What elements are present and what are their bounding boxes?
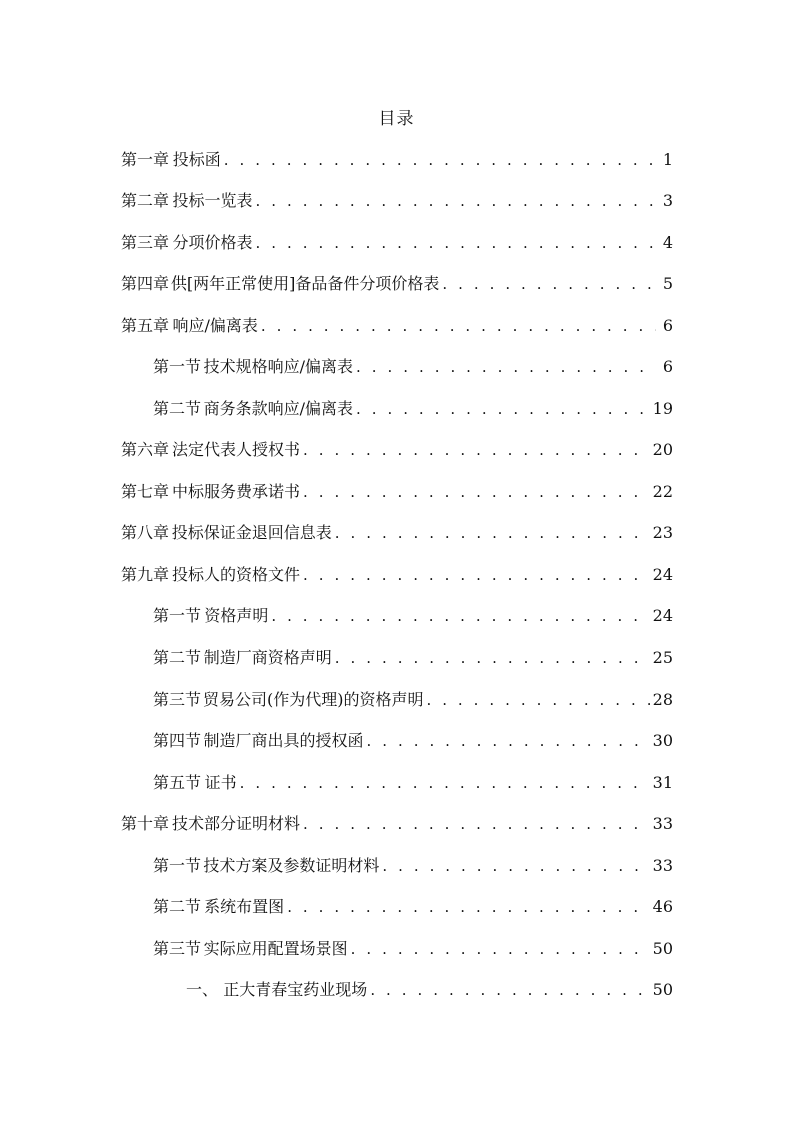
toc-entry[interactable] (153, 771, 673, 795)
toc-entry-title: 资格声明 (204, 606, 269, 625)
toc-entry-number: 第四节 (153, 731, 202, 750)
toc-entry[interactable] (153, 729, 673, 753)
toc-dot-leader (442, 272, 656, 296)
toc-entry-number: 第八章 (121, 523, 170, 542)
toc-entry-page: 20 (652, 440, 673, 459)
toc-entry-title: 技术部分证明材料 (172, 814, 301, 833)
toc-entry-number: 第一章 (121, 150, 170, 169)
toc-entry-page: 6 (662, 357, 673, 376)
toc-entry-title: 技术方案及参数证明材料 (203, 856, 380, 875)
toc-entry-page: 33 (652, 856, 673, 875)
toc-entry[interactable] (153, 688, 673, 712)
toc-dot-leader (303, 563, 650, 587)
toc-entry[interactable] (121, 314, 673, 338)
toc-dot-leader (256, 189, 656, 213)
toc-entry-title: 商务条款响应/偏离表 (203, 399, 353, 418)
toc-dot-leader (256, 231, 656, 255)
toc-entry-title: 投标函 (172, 150, 221, 169)
toc-entry-title: 投标一览表 (172, 191, 253, 210)
toc-entry-number: 第一节 (153, 606, 202, 625)
toc-dot-leader (303, 812, 650, 836)
toc-entry-title: 制造厂商出具的授权函 (203, 731, 364, 750)
toc-dot-leader (303, 480, 650, 504)
toc-entry-page: 28 (652, 690, 673, 709)
toc-entry-title: 分项价格表 (172, 233, 253, 252)
toc-entry-number: 第五节 (153, 773, 202, 792)
toc-entry-title: 制造厂商资格声明 (203, 648, 332, 667)
toc-entry-page: 30 (652, 731, 673, 750)
toc-entry-page: 50 (652, 939, 673, 958)
toc-dot-leader (335, 521, 650, 545)
toc-entry[interactable] (186, 978, 673, 1002)
toc-entry[interactable] (121, 812, 673, 836)
toc-dot-leader (370, 978, 649, 1002)
toc-entry-page: 31 (652, 773, 673, 792)
toc-entry-page: 50 (652, 980, 673, 999)
toc-entry-page: 5 (662, 274, 673, 293)
toc-entry[interactable] (121, 521, 673, 545)
toc-entry-number: 一、 (186, 980, 219, 999)
toc-dot-leader (224, 148, 656, 172)
toc-entry-title: 响应/偏离表 (172, 316, 258, 335)
toc-dot-leader (426, 688, 649, 712)
toc-entry-title: 正大青春宝药业现场 (223, 980, 368, 999)
toc-entry[interactable] (121, 148, 673, 172)
toc-dot-leader (367, 729, 650, 753)
toc-dot-leader (356, 397, 650, 421)
toc-entry-number: 第二节 (153, 648, 202, 667)
toc-dot-leader (356, 355, 656, 379)
toc-entry-number: 第七章 (121, 482, 170, 501)
toc-entry-number: 第五章 (121, 316, 170, 335)
toc-entry-title: 法定代表人授权书 (172, 440, 301, 459)
toc-entry[interactable] (121, 480, 673, 504)
toc-dot-leader (351, 937, 650, 961)
toc-entry[interactable] (153, 854, 673, 878)
toc-entry-title: 证书 (204, 773, 237, 792)
toc-entry-page: 24 (652, 565, 673, 584)
toc-entry-page: 23 (652, 523, 673, 542)
toc-entry[interactable] (153, 937, 673, 961)
toc-title: 目录 (378, 109, 415, 129)
toc-entry-number: 第十章 (121, 814, 170, 833)
toc-entry-title: 系统布置图 (204, 897, 285, 916)
toc-entry[interactable] (121, 231, 673, 255)
toc-entry-number: 第二章 (121, 191, 170, 210)
toc-entry[interactable] (121, 438, 673, 462)
toc-dot-leader (335, 646, 650, 670)
toc-dot-leader (303, 438, 650, 462)
toc-dot-leader (382, 854, 649, 878)
toc-entry-number: 第二节 (153, 399, 202, 418)
toc-entry-title: 投标人的资格文件 (172, 565, 301, 584)
toc-dot-leader (287, 895, 649, 919)
toc-entry-page: 4 (662, 233, 673, 252)
toc-entry-title: 技术规格响应/偏离表 (203, 357, 354, 376)
toc-entry-number: 第六章 (121, 440, 170, 459)
toc-entry-page: 33 (652, 814, 673, 833)
toc-entry[interactable] (153, 355, 673, 379)
toc-entry-number: 第九章 (121, 565, 170, 584)
toc-entry-number: 第三节 (153, 690, 202, 709)
toc-entry[interactable] (153, 895, 673, 919)
toc-entry-page: 19 (652, 399, 673, 418)
toc-entry[interactable] (153, 604, 673, 628)
toc-entry-page: 25 (652, 648, 673, 667)
toc-entry-number: 第四章 (121, 274, 170, 293)
toc-entry-page: 22 (652, 482, 673, 501)
toc-entry-page: 24 (652, 606, 673, 625)
toc-entry-number: 第一节 (153, 856, 202, 875)
toc-entry-title: 供[两年正常使用]备品备件分项价格表 (170, 274, 440, 293)
toc-entry-title: 实际应用配置场景图 (203, 939, 348, 958)
toc-entry[interactable] (153, 646, 673, 670)
toc-entry[interactable] (121, 189, 673, 213)
toc-entry-number: 第三章 (121, 233, 170, 252)
toc-entry-page: 1 (662, 150, 673, 169)
toc-entry-title: 贸易公司(作为代理)的资格声明 (202, 690, 424, 709)
toc-entry-page: 3 (662, 191, 673, 210)
toc-entry-title: 中标服务费承诺书 (172, 482, 301, 501)
toc-entry[interactable] (121, 563, 673, 587)
toc-entry[interactable] (121, 272, 673, 296)
toc-entry-page: 46 (652, 897, 673, 916)
toc-entry-number: 第二节 (153, 897, 202, 916)
toc-entry-page: 6 (662, 316, 673, 335)
toc-dot-leader (240, 771, 650, 795)
toc-entry-number: 第一节 (153, 357, 202, 376)
toc-entry-number: 第三节 (153, 939, 202, 958)
toc-entry[interactable] (153, 397, 673, 421)
toc-dot-leader (271, 604, 649, 628)
toc-entry-title: 投标保证金退回信息表 (171, 523, 332, 542)
toc-dot-leader (261, 314, 656, 338)
